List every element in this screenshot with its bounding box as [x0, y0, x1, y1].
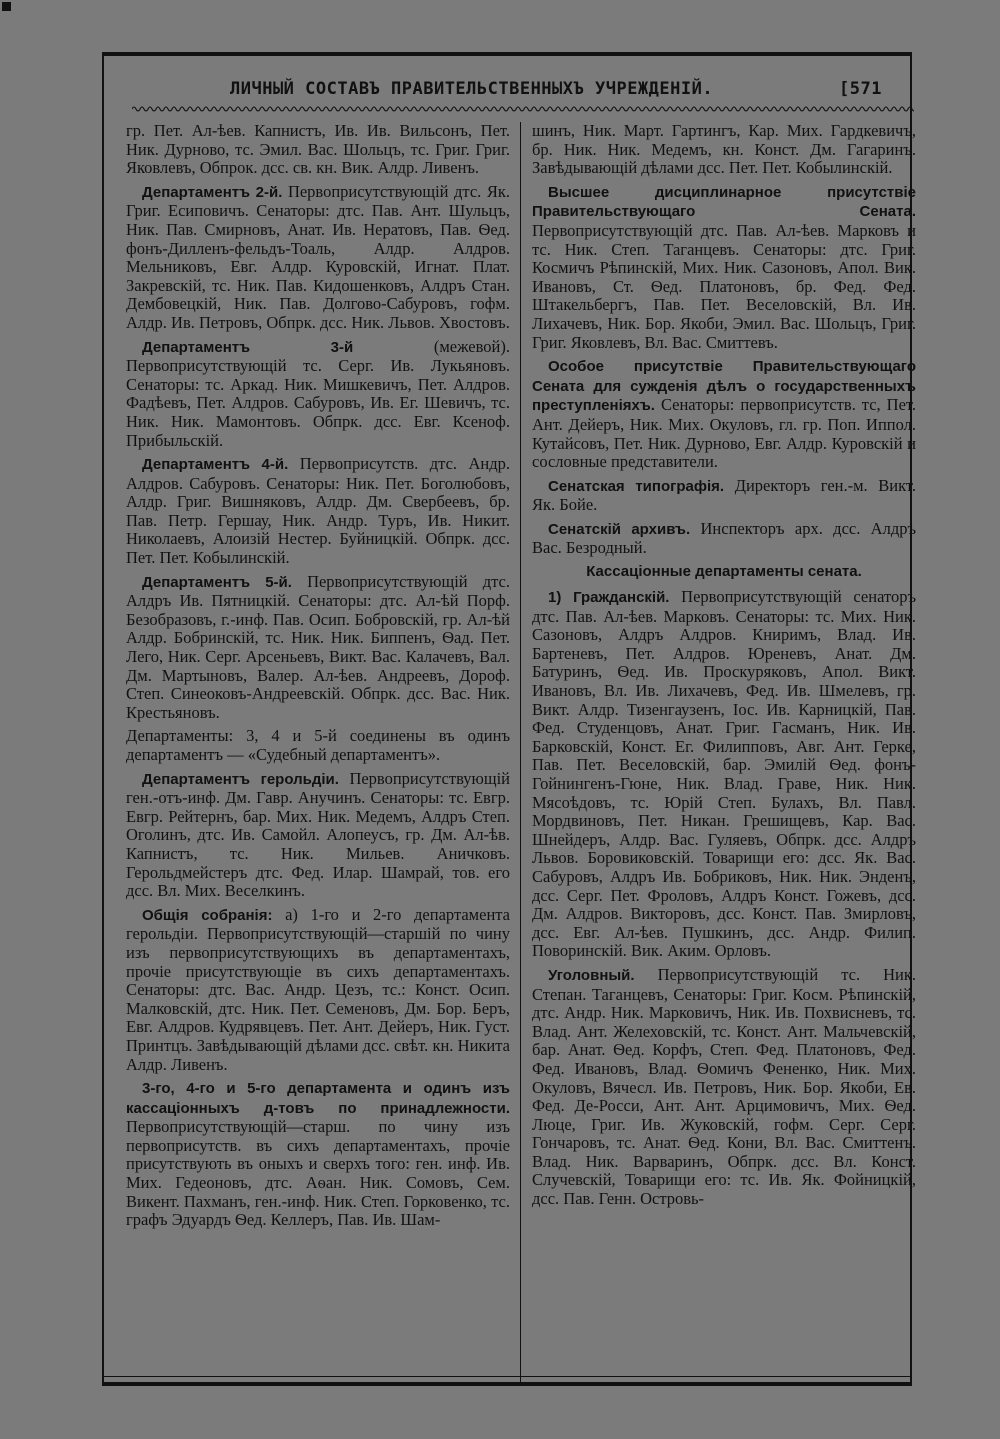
paragraph-text: Первоприсутствующій ген.-отъ-инф. Дм. Гавр. Анучинъ. Сенаторы: тс. Евгр. Евгр. Рейтернъ, бар. Мих. Ник. Медемъ, Алдръ Степ. Оголинъ, дтс. Ив. Самойл. Алопеусъ, гр. Дм. Ал-ѣв. Капнистъ, тс. Ник. Мильев. Аничковъ. Герольдмейстеръ дтс. Фед. Илар. Шамрай, тов. его дсс. Вл. Мих. Веселкинъ. [126, 768, 510, 901]
paragraph-text: Первоприсутствующій дтс. Алдръ Ив. Пятницкій. Сенаторы: дтс. Ал-ѣй Порф. Безобразовъ, г.-инф. Пав. Осип. Бобровскій, гр. Ал-ѣй Алдр. Бобринскій, тс. Ник. Ник. Биппенъ, Ѳад. Пет. Лего, Ник. Серг. Арсеньевъ, Викт. Вас. Калачевъ, Вал. Дм. Мартыновъ, Валер. Ал-ѣев. Андреевъ, Дороф. Степ. Синеоковъ-Андреевскій. Обпрк. дсс. Вас. Ник. Крестьяновъ. [126, 571, 510, 722]
paragraph-text: (межевой). Первоприсутствующій тс. Серг. Ив. Лукьяновъ. Сенаторы: тс. Аркад. Ник. Мишкевичъ, Пет. Алдров. Фадѣевъ, Пет. Алдров. Сабуровъ, Ив. Ег. Шевичъ, тс. Ник. Ник. Мамонтовъ. Обпрк. дсс. Евг. Ксеноф. Прибыльскій. [126, 336, 510, 450]
paragraph-text: Директоръ ген.-м. Викт. Як. Бойе. [532, 475, 916, 515]
text-columns [126, 121, 917, 1382]
paragraph-lead: Общія собранія: [142, 906, 273, 924]
paragraph-lead: Департаментъ 4-й. [142, 456, 289, 474]
text-paragraph [126, 122, 510, 178]
text-paragraph [126, 770, 510, 901]
text-paragraph [126, 455, 510, 568]
text-paragraph [532, 183, 916, 352]
scan-corner-mark [2, 2, 11, 11]
text-paragraph [126, 338, 510, 451]
paragraph-lead: Департаментъ 5-й. [142, 573, 292, 591]
book-page [102, 52, 917, 1382]
paragraph-text: а) 1-го и 2-го департамента герольдіи. Первоприсутствующій—старшій по чину изъ первоприсутствующихъ въ департаментахъ, прочіе присутствующіе въ сихъ департаментахъ. Сенаторы: дтс. Вас. Андр. Цезъ, тс.: Конст. Осип. Малковскій, дтс. Ник. Пет. Семеновъ, Дм. Бор. Беръ, Евг. Алдров. Кудрявцевъ. Пет. Ант. Дейеръ, Ник. Густ. Принтцъ. Завѣдывающій дѣлами дсс. свѣт. кн. Никита Алдр. Ливенъ. [126, 904, 511, 1074]
paragraph-text: Первоприсутствующій—старш. по чину изъ первоприсутств. въ сихъ департаментахъ, прочіе присутствують въ оныхъ и сверхъ того: ген. инф. Ив. Мих. Гедеоновъ, дтс. Аѳан. Ник. Сомовъ, Сем. Викент. Пахманъ, ген.-инф. Ник. Степ. Горковенко, тс. графъ Эдуардъ Ѳед. Келлеръ, Пав. Ив. Шам- [126, 1117, 510, 1230]
paragraph-text: Департаменты: 3, 4 и 5-й соединены въ одинъ департаментъ — «Судебный департаментъ». [126, 726, 510, 764]
bottom-rule [102, 1382, 912, 1386]
paragraph-text: Первоприсутств. дтс. Андр. Алдров. Сабуровъ. Сенаторы: Ник. Пет. Боголюбовъ, Алдр. Григ. Вишняковъ, Алдр. Дм. Свербеевъ, бр. Пав. Петр. Гершау, Ник. Андр. Туръ, Ив. Никит. Николаевъ, Алоизій Нестер. Буйницкій. Обпрк. дсс. Пет. Пет. Кобылинскій. [126, 454, 510, 568]
paragraph-lead: 1) Гражданскій. [548, 589, 670, 607]
paragraph-lead: Сенатская типографія. [548, 477, 725, 495]
text-paragraph [532, 588, 916, 961]
paragraph-lead: Сенатскій архивъ. [548, 520, 691, 538]
text-paragraph [126, 906, 510, 1074]
paragraph-text: Первоприсутствующій тс. Ник. Степан. Таганцевъ, Сенаторы: Григ. Косм. Рѣпинскій, дтс. Андр. Ник. Марковичъ, Ник. Ив. Похвисневъ, тс. Влад. Ант. Желеховскій, тс. Конст. Ант. Мальчевскій, бар. Анат. Ѳед. Корфъ, Степ. Фед. Платоновъ, Фед. Фед. Ивановъ, Влад. Ѳомичъ Фененко, Ник. Мих. Окуловъ, Вячесл. Ив. Петровъ, Ник. Бор. Якоби, Ев. Фед. Де-Росси, Ант. Ант. Арцимовичъ, Мих. Ѳед. Люце, Григ. Ив. Жуковскій, гофм. Серг. Серг. Гончаровъ, тс. Анат. Ѳед. Кони, Вл. Вас. Смиттенъ. Влад. Ник. Варваринъ, Обпрк. дсс. Вл. Конст. Случевскій, Товарищи его: тс. Ив. Як. Фойницкій, дсс. Пав. Генн. Островь- [532, 964, 916, 1209]
paragraph-lead: 3-го, 4-го и 5-го департамента и одинъ изъ кассаціонныхъ д-товъ по принадлежности. [126, 1080, 510, 1117]
paragraph-text: Первоприсутствующій дтс. Пав. Ал-ѣев. Марковъ и тс. Ник. Степ. Таганцевъ. Сенаторы: дтс. Григ. Космичъ Рѣпинскій, Мих. Ник. Сазоновъ, Апол. Вик. Ивановъ, Ст. Ѳед. Платоновъ, бр. Фед. Фед. Штакельбергъ, Пав. Пет. Веселовскій, Вл. Ив. Лихачевъ, Ник. Бор. Якоби, Эмил. Вас. Шольцъ, Григ. Григ. Яковлевъ, Вл. Вас. Смиттевъ. [532, 220, 916, 352]
paragraph-lead: Особое присутствіе Правительствующаго Сената для сужденія дѣлъ о государственныхъ преступленіяхъ. [532, 358, 916, 415]
paragraph-text: Сенаторы: первоприсутств. тс, Пет. Ант. Дейеръ, Ник. Мих. Окуловъ, гл. гр. Поп. Иппол. Кутайсовъ, Пет. Ник. Дурново, Евг. Алдр. Куровскій и сословные представители. [532, 395, 917, 472]
left-column [126, 122, 510, 1382]
text-paragraph [532, 477, 916, 515]
paragraph-lead: Департаментъ 2-й. [142, 183, 283, 201]
text-paragraph [532, 966, 916, 1209]
text-paragraph [126, 1079, 510, 1230]
text-paragraph [126, 573, 510, 723]
paragraph-text: Инспекторъ арх. дсс. Алдръ Вас. Безродный. [532, 518, 917, 558]
section-heading: Кассаціонные департаменты сената. [586, 563, 862, 581]
page-number: [571 [839, 79, 882, 99]
text-paragraph [532, 357, 916, 472]
paragraph-text: гр. Пет. Ал-ѣев. Капнистъ, Ив. Ив. Вильсонъ, Пет. Ник. Дурново, тс. Эмил. Вас. Шольцъ, тс. Григ. Григ. Яковлевъ, Обпрок. дсс. св. кн. Вик. Алдр. Ливенъ. [126, 121, 510, 178]
right-column [532, 122, 916, 1382]
paragraph-lead: Уголовный. [548, 966, 635, 984]
paragraph-lead: Высшее дисциплинарное присутствіе Правительствующаго Сената. [532, 183, 916, 221]
paragraph-lead: Департаментъ 3-й [142, 338, 354, 356]
text-paragraph [126, 183, 510, 333]
paragraph-lead: Департаментъ герольдіи. [142, 770, 339, 788]
text-paragraph [532, 520, 916, 558]
bottom-rule-thin [102, 1376, 912, 1377]
text-paragraph [126, 727, 510, 764]
running-title: ЛИЧНЫЙ СОСТАВЪ ПРАВИТЕЛЬСТВЕННЫХЪ УЧРЕЖДЕНІЙ. [230, 79, 714, 99]
text-paragraph [532, 122, 916, 178]
paragraph-text: Первоприсутствующій дтс. Як. Григ. Есиповичъ. Сенаторы: дтс. Пав. Ант. Шульцъ, Ник. Пав. Смирновъ, Анат. Ив. Нератовъ, Пав. Ѳед. фонъ-Дилленъ-фельдъ-Тоаль, Алдр. Алдров. Мельниковъ, Евг. Алдр. Куровскій, Игнат. Плат. Закревскій, тс. Ник. Пав. Кидошенковъ, Алдръ Стан. Дембовецкій, Ник. Пав. Долгово-Сабуровъ, гофм. Алдр. Ив. Петровъ, Обпрк. дсс. Ник. Львов. Хвостовъ. [126, 181, 510, 332]
paragraph-text: Первоприсутствующій сенаторъ дтс. Пав. Ал-ѣев. Марковъ. Сенаторы: тс. Мих. Ник. Сазоновъ, Алдръ Алдров. Книримъ, Влад. Ив. Бартеневъ, Пет. Алдров. Юреневъ, Анат. Дм. Батуринъ, Ѳед. Ив. Проскуряковъ, Апол. Викт. Ивановъ, Вл. Ив. Лихачевъ, Фед. Ив. Шмелевъ, гр. Викт. Алдр. Тизенгаузенъ, Іос. Ив. Карницкій, Пав. Фед. Студенцовъ, Анат. Григ. Гасманъ, Ник. Ив. Барковскій, Конст. Ег. Филипповъ, Авг. Ант. Герке, Пав. Пет. Веселовскій, бар. Эмилій Ѳед. фонъ-Гойнингенъ-Гюне, Ник. Влад. Граве, Ник. Ник. Мясоѣдовъ, тс. Юрій Степ. Булахъ, Вл. Павл. Мордвиновъ, Пет. Никан. Грешищевъ, Кар. Вас. Шнейдеръ, Алдр. Вас. Гуляевъ, Обпрк. дсс. Алдръ Львов. Боровиковскій. Товарищи его: дсс. Як. Вас. Сабуровъ, Алдръ Ив. Бобриковъ, Ник. Ник. Энденъ, дсс. Серг. Пет. Фроловъ, Алдръ Конст. Гожевъ, дсс. Дм. Алдров. Викторовъ, дсс. Конст. Пав. Змирловъ, дсс. Евг. Ал-ѣев. Пушкинъ, дсс. Андр. Филип. Поворинскій. Вик. Аким. Орловъ. [532, 587, 916, 961]
running-head [104, 74, 910, 104]
paragraph-text: шинъ, Ник. Март. Гартингъ, Кар. Мих. Гардкевичъ, бр. Ник. Ник. Медемъ, кн. Конст. Дм. Гагаринъ. Завѣдывающій дѣлами дсс. Пет. Пет. Кобылинскій. [532, 121, 916, 178]
wavy-rule [132, 104, 914, 114]
